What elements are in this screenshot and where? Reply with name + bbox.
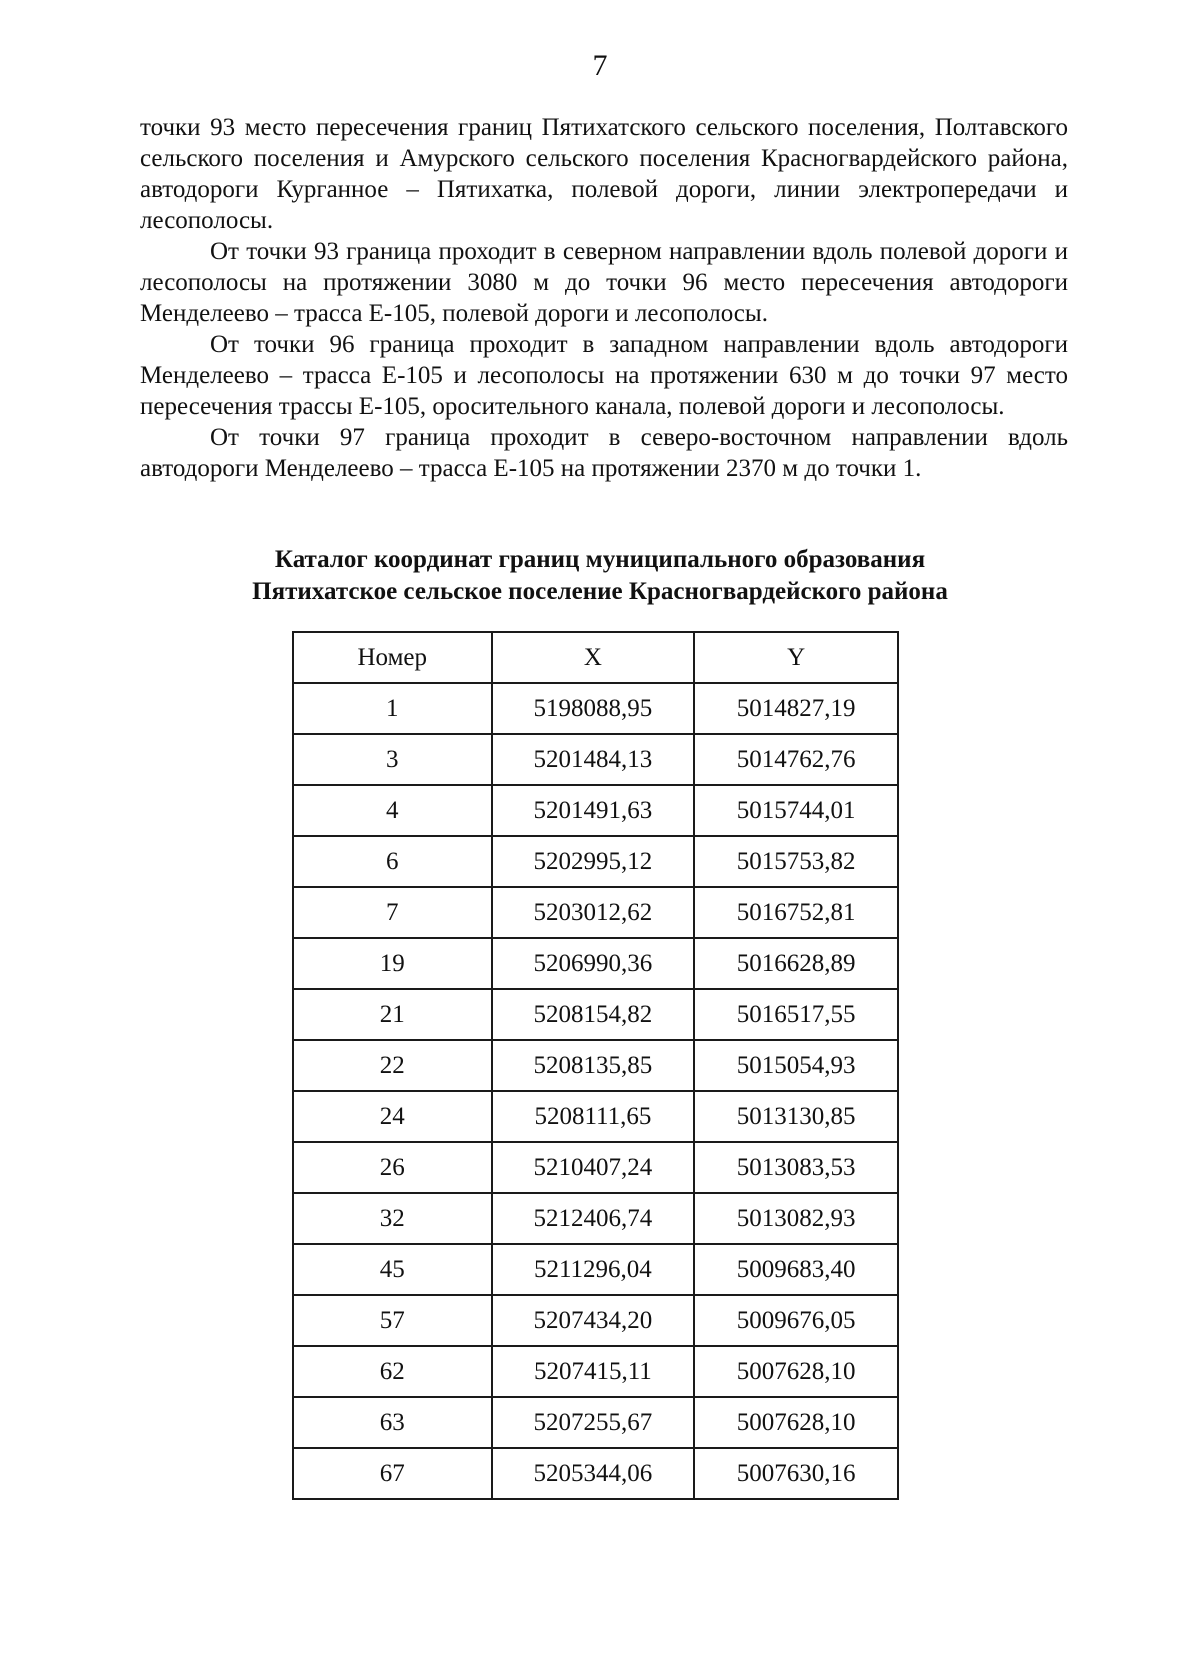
cell-y: 5015054,93 [694,1040,898,1091]
cell-x: 5206990,36 [492,938,695,989]
cell-y: 5013082,93 [694,1193,898,1244]
table-row [293,836,898,887]
cell-y: 5016752,81 [694,887,898,938]
cell-x: 5205344,06 [492,1448,695,1499]
cell-x: 5207434,20 [492,1295,695,1346]
cell-y: 5016517,55 [694,989,898,1040]
catalog-title-line: Пятихатское сельское поселение Красногвардейского района [252,578,948,605]
cell-number: 4 [293,785,492,836]
table-row [293,1193,898,1244]
cell-x: 5201484,13 [492,734,695,785]
table-row [293,887,898,938]
page-number: 7 [592,49,608,82]
table-row [293,1295,898,1346]
table-row [293,785,898,836]
cell-number: 26 [293,1142,492,1193]
cell-x: 5203012,62 [492,887,695,938]
table-row [293,1397,898,1448]
cell-x: 5201491,63 [492,785,695,836]
coordinate-table [292,631,899,1500]
cell-x: 5208135,85 [492,1040,695,1091]
cell-x: 5198088,95 [492,683,695,734]
cell-y: 5015744,01 [694,785,898,836]
cell-y: 5007628,10 [694,1346,898,1397]
catalog-title-line: Каталог координат границ муниципального образования [274,546,926,573]
table-row [293,1142,898,1193]
table-row [293,1448,898,1499]
header-number: Номер [293,632,492,683]
paragraph: точки 93 место пересечения границ Пятихатского сельского поселения, Полтавского сельского поселения и Амурского сельского поселения Красногвардейского района, автодороги Курганное – Пятихатка, полевой дороги, линии электропередачи и лесополосы. [140,114,1068,234]
cell-x: 5202995,12 [492,836,695,887]
cell-number: 57 [293,1295,492,1346]
table-row [293,683,898,734]
cell-y: 5009683,40 [694,1244,898,1295]
cell-number: 24 [293,1091,492,1142]
cell-number: 19 [293,938,492,989]
cell-number: 45 [293,1244,492,1295]
cell-x: 5208111,65 [492,1091,695,1142]
cell-number: 32 [293,1193,492,1244]
table-row [293,938,898,989]
cell-y: 5014762,76 [694,734,898,785]
cell-y: 5009676,05 [694,1295,898,1346]
paragraph: От точки 97 граница проходит в северо-восточном направлении вдоль автодороги Менделеево – трасса Е-105 на протяжении 2370 м до точки 1. [140,424,1068,482]
cell-y: 5016628,89 [694,938,898,989]
cell-y: 5013130,85 [694,1091,898,1142]
cell-y: 5014827,19 [694,683,898,734]
header-y: Y [694,632,898,683]
table-row [293,1091,898,1142]
cell-x: 5212406,74 [492,1193,695,1244]
paragraph: От точки 96 граница проходит в западном направлении вдоль автодороги Менделеево – трасса Е-105 и лесополосы на протяжении 630 м до точки 97 место пересечения трассы Е-105, оросительного канала, полевой дороги и лесополосы. [140,331,1068,420]
cell-number: 21 [293,989,492,1040]
cell-y: 5013083,53 [694,1142,898,1193]
cell-number: 67 [293,1448,492,1499]
cell-x: 5207415,11 [492,1346,695,1397]
cell-number: 63 [293,1397,492,1448]
cell-x: 5211296,04 [492,1244,695,1295]
cell-number: 22 [293,1040,492,1091]
cell-x: 5207255,67 [492,1397,695,1448]
catalog-title [0,544,1200,608]
table-row [293,989,898,1040]
table-row [293,1244,898,1295]
cell-y: 5015753,82 [694,836,898,887]
paragraph: От точки 93 граница проходит в северном направлении вдоль полевой дороги и лесополосы на протяжении 3080 м до точки 96 место пересечения автодороги Менделеево – трасса Е-105, полевой дороги и лесополосы. [140,238,1068,327]
table-row [293,1040,898,1091]
header-x: X [492,632,695,683]
table-header-row [293,632,898,683]
cell-number: 7 [293,887,492,938]
cell-number: 3 [293,734,492,785]
cell-y: 5007630,16 [694,1448,898,1499]
cell-number: 62 [293,1346,492,1397]
cell-x: 5208154,82 [492,989,695,1040]
table-body [293,683,898,1499]
table-row [293,1346,898,1397]
cell-x: 5210407,24 [492,1142,695,1193]
cell-y: 5007628,10 [694,1397,898,1448]
body-text [140,112,1068,484]
cell-number: 1 [293,683,492,734]
cell-number: 6 [293,836,492,887]
table-row [293,734,898,785]
